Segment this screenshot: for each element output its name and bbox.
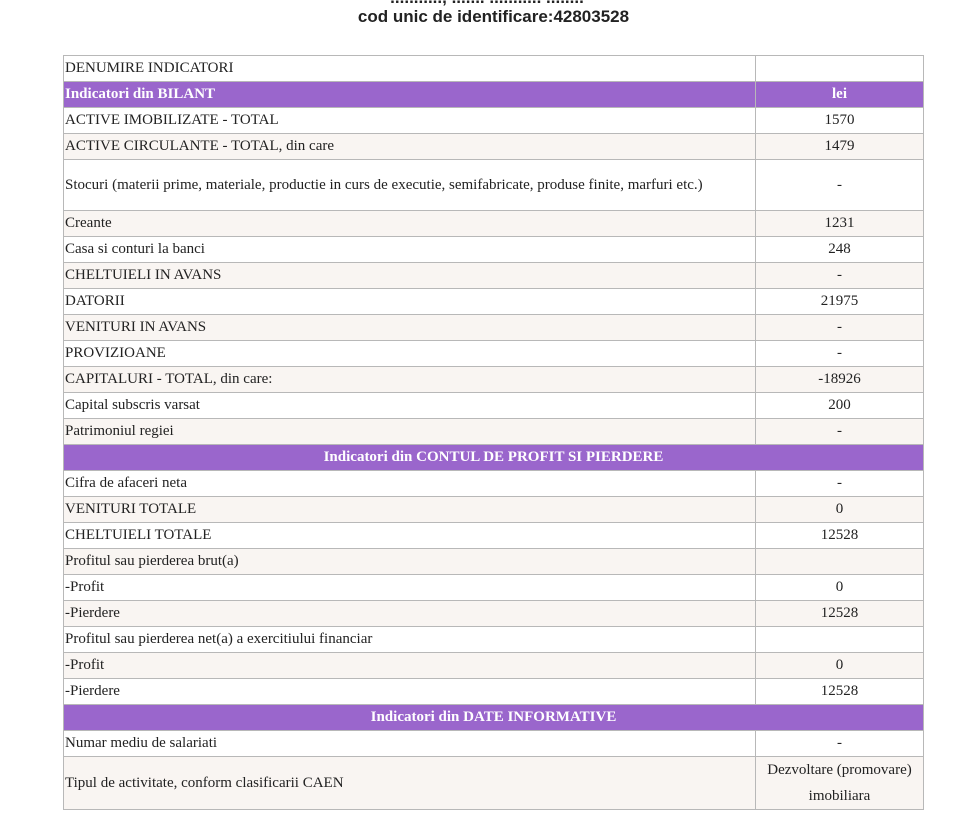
- row-value: 21975: [756, 289, 924, 315]
- row-value: 248: [756, 237, 924, 263]
- row-label: Capital subscris varsat: [64, 393, 756, 419]
- row-value: 0: [756, 575, 924, 601]
- table-row: [64, 575, 924, 601]
- row-value: -: [756, 315, 924, 341]
- table-row: [64, 497, 924, 523]
- row-value: -18926: [756, 367, 924, 393]
- table-row: [64, 393, 924, 419]
- row-value: [756, 549, 924, 575]
- company-id-heading: cod unic de identificare:42803528: [357, 7, 630, 26]
- table-row: [64, 237, 924, 263]
- row-value: 1231: [756, 211, 924, 237]
- header-value: [756, 56, 924, 82]
- row-value: -: [756, 341, 924, 367]
- row-label: -Profit: [64, 653, 756, 679]
- row-label: Casa si conturi la banci: [64, 237, 756, 263]
- table-row: [64, 367, 924, 393]
- row-value: -: [756, 471, 924, 497]
- table-row: [64, 289, 924, 315]
- row-label: CHELTUIELI TOTALE: [64, 523, 756, 549]
- table-row: [64, 160, 924, 211]
- row-value: -: [756, 263, 924, 289]
- table-row: [64, 679, 924, 705]
- row-label: -Pierdere: [64, 679, 756, 705]
- row-value: 0: [756, 653, 924, 679]
- table-row: [64, 653, 924, 679]
- row-label: Patrimoniul regiei: [64, 419, 756, 445]
- row-value: 1570: [756, 108, 924, 134]
- table-row: [64, 108, 924, 134]
- table-row: [64, 315, 924, 341]
- row-label: ACTIVE IMOBILIZATE - TOTAL: [64, 108, 756, 134]
- row-label: -Profit: [64, 575, 756, 601]
- table-row: [64, 263, 924, 289]
- row-value: Dezvoltare (promovare) imobiliara: [756, 757, 924, 810]
- row-label: Profitul sau pierderea net(a) a exercitiului financiar: [64, 627, 756, 653]
- row-value: 12528: [756, 601, 924, 627]
- table-row: [64, 601, 924, 627]
- row-value: -: [756, 419, 924, 445]
- row-label: DATORII: [64, 289, 756, 315]
- table-row: [64, 419, 924, 445]
- header-label: DENUMIRE INDICATORI: [64, 56, 756, 82]
- section-unit: lei: [756, 82, 924, 108]
- section-label: Indicatori din DATE INFORMATIVE: [64, 705, 924, 731]
- table-row: [64, 731, 924, 757]
- row-value: 12528: [756, 523, 924, 549]
- section-bilant: [64, 82, 924, 108]
- row-label: Tipul de activitate, conform clasificarii CAEN: [64, 757, 756, 810]
- row-label: ACTIVE CIRCULANTE - TOTAL, din care: [64, 134, 756, 160]
- table-row: [64, 523, 924, 549]
- row-label: PROVIZIOANE: [64, 341, 756, 367]
- financial-indicators-table: [63, 55, 924, 810]
- row-label: CAPITALURI - TOTAL, din care:: [64, 367, 756, 393]
- row-label: VENITURI IN AVANS: [64, 315, 756, 341]
- row-label: -Pierdere: [64, 601, 756, 627]
- row-value: 0: [756, 497, 924, 523]
- row-label: VENITURI TOTALE: [64, 497, 756, 523]
- row-label: Creante: [64, 211, 756, 237]
- table-row: [64, 549, 924, 575]
- table-header-row: [64, 56, 924, 82]
- row-value: 1479: [756, 134, 924, 160]
- row-value: 200: [756, 393, 924, 419]
- section-label: Indicatori din BILANT: [64, 82, 756, 108]
- row-label: Cifra de afaceri neta: [64, 471, 756, 497]
- row-value: -: [756, 731, 924, 757]
- section-date-informative: [64, 705, 924, 731]
- table-row: [64, 211, 924, 237]
- table-row: [64, 134, 924, 160]
- row-label: Stocuri (materii prime, materiale, productie in curs de executie, semifabricate, produse finite, marfuri etc.): [64, 160, 756, 211]
- section-profit-pierdere: [64, 445, 924, 471]
- table-row: [64, 627, 924, 653]
- row-label: Numar mediu de salariati: [64, 731, 756, 757]
- table-row: [64, 757, 924, 810]
- row-value: [756, 627, 924, 653]
- table-row: [64, 341, 924, 367]
- row-label: CHELTUIELI IN AVANS: [64, 263, 756, 289]
- row-value: -: [756, 160, 924, 211]
- table-row: [64, 471, 924, 497]
- section-label: Indicatori din CONTUL DE PROFIT SI PIERDERE: [64, 445, 924, 471]
- row-value: 12528: [756, 679, 924, 705]
- row-label: Profitul sau pierderea brut(a): [64, 549, 756, 575]
